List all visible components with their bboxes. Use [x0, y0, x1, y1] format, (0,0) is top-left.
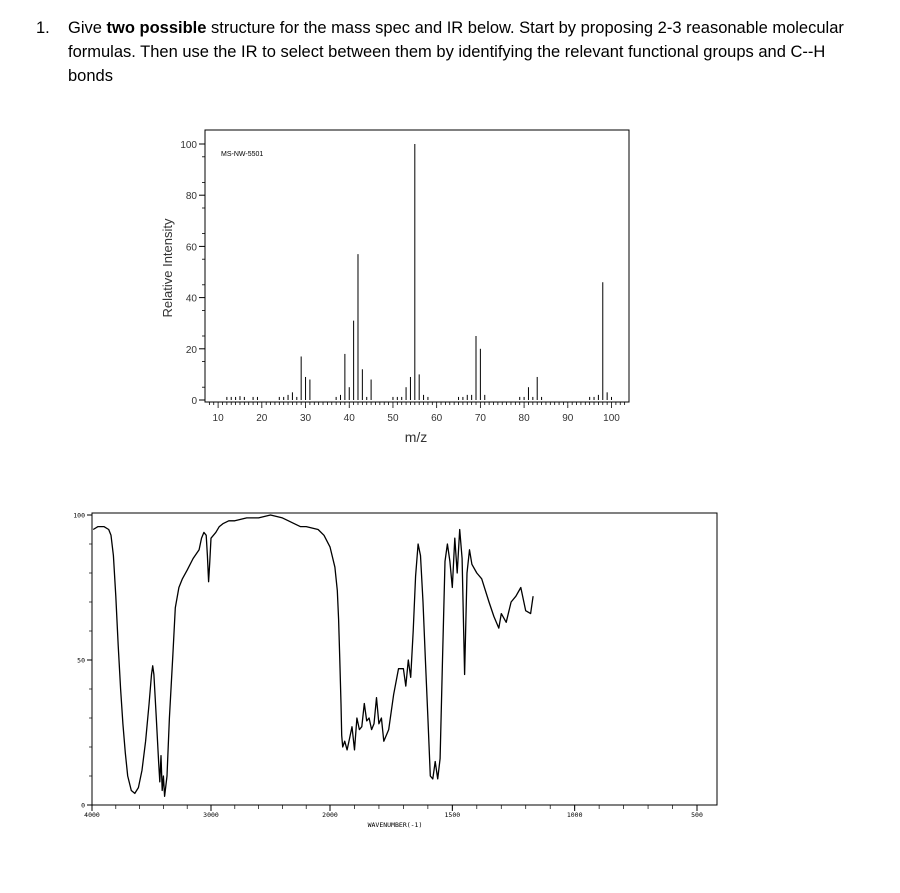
ir-x-tick-label: 500 — [691, 811, 703, 819]
ms-x-tick-label: 40 — [343, 413, 355, 424]
ir-spectrum-line — [93, 515, 533, 796]
ms-y-tick-label: 60 — [185, 242, 197, 254]
ir-y-tick-label: 50 — [77, 656, 85, 665]
ms-x-axis — [209, 402, 624, 424]
ir-x-axis-label: WAVENUMBER(-1) — [367, 821, 423, 829]
ir-x-tick-label: 1500 — [444, 811, 461, 819]
ms-x-tick-label: 10 — [212, 413, 224, 424]
ms-y-axis — [180, 140, 205, 407]
ir-x-tick-label: 1000 — [566, 811, 583, 819]
question-text-part-1: Give — [68, 19, 107, 37]
ms-plot-frame — [205, 130, 629, 402]
ms-x-tick-label: 90 — [562, 413, 574, 424]
ms-y-axis-label: Relative Intensity — [160, 218, 175, 318]
ms-x-tick-label: 60 — [431, 413, 443, 424]
ir-plot-frame — [92, 513, 717, 805]
ms-x-tick-label: 70 — [474, 413, 486, 424]
question-text-bold: two possible — [106, 19, 207, 37]
ir-x-axis — [84, 805, 703, 819]
ms-x-tick-label: 50 — [387, 413, 399, 424]
ms-x-tick-label: 30 — [299, 413, 312, 424]
ms-spectrum-label: MS-NW-5501 — [221, 151, 264, 158]
ms-peaks — [227, 144, 612, 400]
ir-y-tick-label: 0 — [81, 801, 85, 810]
ms-y-tick-label: 40 — [185, 293, 197, 305]
ir-x-tick-label: 3000 — [203, 811, 219, 819]
ir-y-axis — [73, 512, 92, 810]
ms-x-tick-label: 80 — [518, 413, 530, 424]
question-text-part-2: structure for the mass spec and IR below. Start by proposing 2-3 reasonable molecular formulas. Then use the IR to select between them by identifying the relevant functional groups and C--H bonds — [68, 19, 844, 85]
ms-x-tick-label: 20 — [256, 413, 268, 424]
ms-x-axis-label: m/z — [404, 429, 428, 445]
question-number: 1. — [36, 19, 50, 37]
ms-x-tick-label: 100 — [603, 413, 620, 424]
ms-y-tick-label: 100 — [180, 140, 197, 151]
ms-y-tick-label: 20 — [185, 344, 197, 356]
ms-y-tick-label: 80 — [185, 191, 197, 203]
ms-y-tick-label: 0 — [191, 396, 197, 407]
ir-y-tick-label: 100 — [73, 511, 85, 520]
ir-x-tick-label: 4000 — [84, 811, 100, 819]
ir-x-tick-label: 2000 — [322, 811, 338, 819]
